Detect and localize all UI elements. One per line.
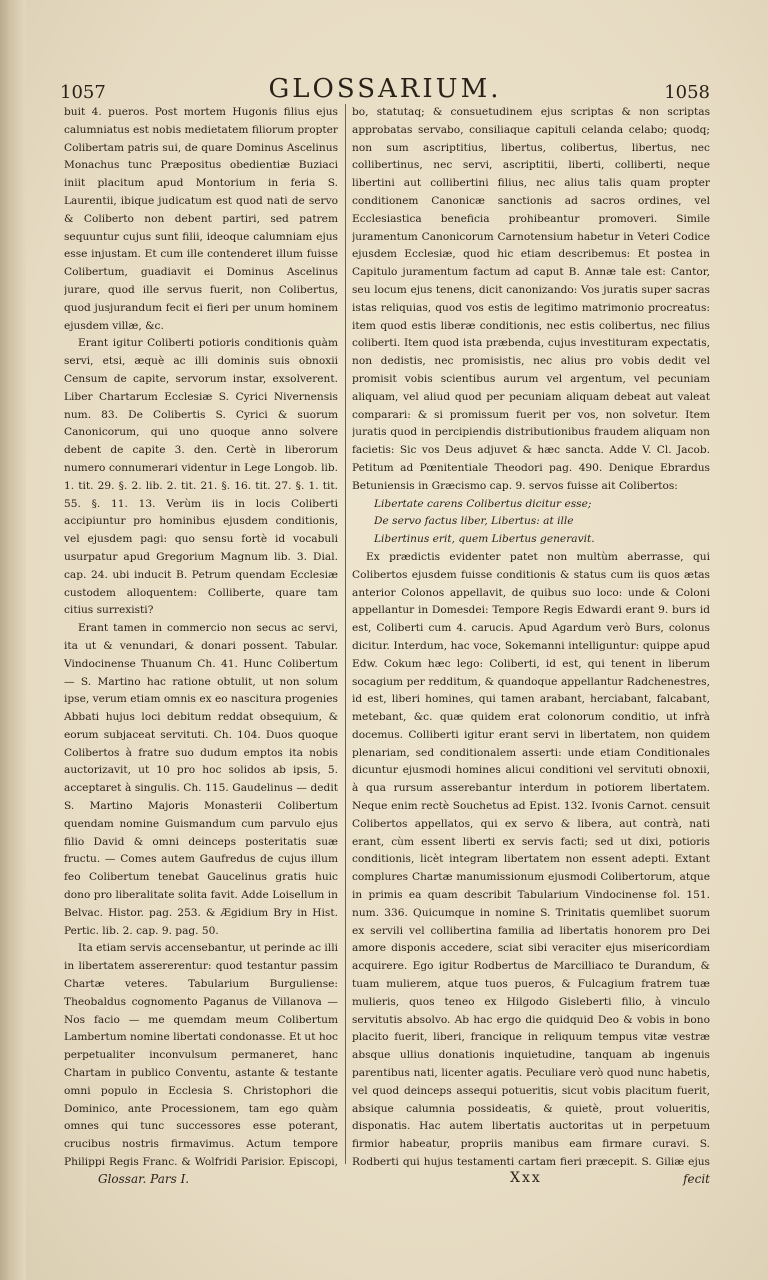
right-column <box>352 104 710 1174</box>
paragraph: buit 4. pueros. Post mortem Hugonis filius ejus calumniatus est nobis medietatem filiorum propter Colibertam patris sui, de quare Dominus Ascelinus Monachus tunc Præpositus obedientiæ Buziaci iniit placitum apud Montorium in feria S. Laurentii, ibique judicatum est quod nati de servo & Coliberto non debent partiri, sed patrem sequuntur cujus sunt filii, ideoque calumniam ejus esse injustam. Et cum ille contenderet illum fuisse Colibertum, guadiavit ei Dominus Ascelinus jurare, quod ille servus fuerit, non Colibertus, quod jusjurandum fecit ei fieri per unum hominem ejusdem villæ, &c. <box>64 106 338 332</box>
page-number-right: 1058 <box>664 82 710 103</box>
custos-word: fecit <box>683 1172 710 1186</box>
paragraph: Erant igitur Coliberti potioris conditionis quàm servi, etsi, æquè ac illi dominis suis obnoxii Censum de capite, servorum instar, exsolverent. Liber Chartarum Ecclesiæ S. Cyrici Nivernensis num. 83. De Colibertis S. Cyrici & suorum Canonicorum, qui uno quoque anno solvere debent de capite 3. den. Certè in liberorum numero connumerari videntur in Lege Longob. lib. 1. tit. 29. §. 2. lib. 2. tit. 21. §. 16. tit. 27. §. 1. tit. 55. §. 11. 13. Verùm iis in locis Coliberti accipiuntur pro hominibus ejusdem conditionis, vel ejusdem pagi: quo sensu fortè id vocabuli usurpatur apud Gregorium Magnum lib. 3. Dial. cap. 24. ubi inducit B. Petrum quendam Ecclesiæ custodem alloquentem: Colliberte, quare tam citius surrexisti? <box>64 337 338 617</box>
page-footer <box>60 1170 710 1192</box>
paragraph: Ita etiam servis accensebantur, ut perinde ac illi in libertatem assererentur: quod testantur passim Chartæ veteres. Tabularium Burguliense: Theobaldus cognomento Paganus de Villanova — Nos facio — me quemdam meum Colibertum Lambertum nomine libertati condonasse. Et ut hoc perpetualiter inconvulsum permaneret, hanc Chartam in publico Conventu, astante & testante omni populo in Ecclesia S. Christophori die Dominico, ante Processionem, tam ego quàm omnes qui tunc successores esse poterant, crucibus nostris firmavimus. Actum tempore Philippi Regis Franc. & Wolfridi Parisior. Episcopi, <box>64 942 338 1169</box>
catchword: Xxx <box>510 1170 542 1186</box>
left-column <box>64 104 338 1174</box>
signature-mark: Glossar. Pars I. <box>98 1172 190 1186</box>
binding-gutter <box>0 0 26 1280</box>
paragraph: Erant tamen in commercio non secus ac servi, ita ut & venundari, & donari possent. Tabular. Vindocinense Thuanum Ch. 41. Hunc Colibertum — S. Martino hac ratione obtulit, ut non solum ipse, verum etiam omnis ex eo nascitura progenies Abbati hujus loci debitum reddat obsequium, & eorum subjaceat servituti. Ch. 104. Duos quoque Colibertos à fratre suo dudum emptos ita nobis auctorizavit, ut 10 pro hoc solidos ab ipsis, 5. acceptaret à singulis. Ch. 115. Gaudelinus — dedit S. Martino Majoris Monasterii Colibertum quendam nomine Guismandum cum parvulo ejus filio David & omni deinceps posteritatis suæ fructu. — Comes autem Gaufredus de cujus illum feo Colibertum tenebat Gaucelinus gratis huic dono pro liberalitate solita favit. Adde Loisellum in Belvac. Histor. pag. 253. & Ægidium Bry in Hist. Pertic. lib. 2. cap. 9. pag. 50. <box>64 622 338 937</box>
running-title: GLOSSARIUM. <box>268 74 502 104</box>
paragraph: Ex prædictis evidenter patet non multùm aberrasse, qui Colibertos ejusdem fuisse conditionis & status cum iis quos ætas anterior Colonos appellavit, de quibus suo loco: unde & Coloni appellantur in Domesdei: Tempore Regis Edwardi erant 9. burs id est, Coliberti cum 4. carucis. Apud Agardum verò Burs, colonus dicitur. Interdum, hac voce, Sokemanni intelliguntur: quippe apud Edw. Cokum hæc lego: Coliberti, id est, qui tenent in liberum socagium per redditum, & quandoque appellantur Radchenestres, id est, liberi homines, qui tamen arabant, herciabant, falcabant, metebant, &c. quæ quidem erat colonorum conditio, ut infrà docemus. Colliberti igitur erant servi in libertatem, non quidem plenariam, sed conditionalem asserti: unde etiam Conditionales dicuntur ejusmodi homines alicui conditioni vel servituti obnoxii, à qua rursum asserebantur interdum in potiorem libertatem. Neque enim rectè Souchetus ad Epist. 132. Ivonis Carnot. censuit Colibertos appellatos, qui ex servo & libera, aut contrà, nati erant, cùm essent liberti ex servis facti; sed ut dixi, potioris conditionis, licèt integram libertatem non essent adepti. Extant complures Chartæ manumissionum ejusmodi Colibertorum, atque in primis ea quam describit Tabularium Vindocinense fol. 151. num. 336. Quicumque in nomine S. Trinitatis quemlibet suorum ex servili vel collibertina familia ad libertatis honorem pro Dei amore disponis accedere, sciat sibi veraciter ejus misericordiam acquirere. Ego igitur Rodbertus de Marcilliaco te Durandum, & tuam mulierem, atque tuos pueros, & Fulcagium fratrem tuæ mulieris, quos teneo ex Hilgodo Gisleberti filio, à vinculo servitutis absolvo. Ab hac ergo die quidquid Deo & vobis in bono placito fuerit, liberi, francique in reliquum tempus vitæ vestræ absque ullius donationis inquietudine, tanquam ab ingenuis parentibus nati, licenter agatis. Peculiare verò quod nunc habetis, vel quod deinceps assequi potueritis, sicut vobis placitum fuerit, absique calumnia possideatis, & quietè, prout volueritis, disponatis. Hac autem libertatis auctoritas ut in perpetuum firmior habeatur, propriis manibus eam firmare curavi. S. Rodberti qui hujus testamenti cartam fieri præcepit. S. Giliæ ejus <box>352 550 710 1169</box>
page-number-left: 1057 <box>60 82 106 103</box>
column-divider <box>345 104 346 1164</box>
verse-line: Libertinus erit, quem Libertus generavit. <box>374 533 595 546</box>
verse-line: De servo factus liber, Libertus: at ille <box>374 515 574 528</box>
paragraph: bo, statutaq; & consuetudinem ejus scriptas & non scriptas approbatas servabo, consiliaque capituli celanda celabo; quodq; non sum ascriptitius, libertus, colibertus, libertus, nec collibertinus, nec servi, ascriptitii, liberti, colliberti, neque libertini aut collibertini filius, nec alius talis quam propter conditionem Canonicæ sanctionis ad sacros ordines, vel Ecclesiastica beneficia prohibeantur promoveri. Simile juramentum Canonicorum Carnotensium habetur in Veteri Codice ejusdem Ecclesiæ, quod hic etiam describemus: Et postea in Capitulo juramentum factum ad caput B. Annæ tale est: Cantor, seu locum ejus tenens, dicit canonizando: Vos juratis super sacras istas reliquias, quod vos estis de legitimo matrimonio procreatus: item quod estis liberæ conditionis, nec estis colibertus, nec filius coliberti. Item quod ista præbenda, cujus investituram expectatis, non dedistis, nec promisistis, nec alius pro vobis dedit vel promisit vobis scientibus aurum vel argentum, vel pecuniam aliquam, vel aliud quod per pecuniam aliquam debeat aut valeat comparari: & si promissum fuerit per vos, non solvetur. Item juratis quod in percipiendis distributionibus fraudem aliquam non facietis: Sic vos Deus adjuvet & hæc sancta. Adde V. Cl. Jacob. Petitum ad Pœnitentiale Theodori pag. 490. Denique Ebrardus Betuniensis in Græcismo cap. 9. servos fuisse ait Colibertos: <box>352 106 710 492</box>
verse-line: Libertate carens Colibertus dicitur esse; <box>374 497 592 510</box>
